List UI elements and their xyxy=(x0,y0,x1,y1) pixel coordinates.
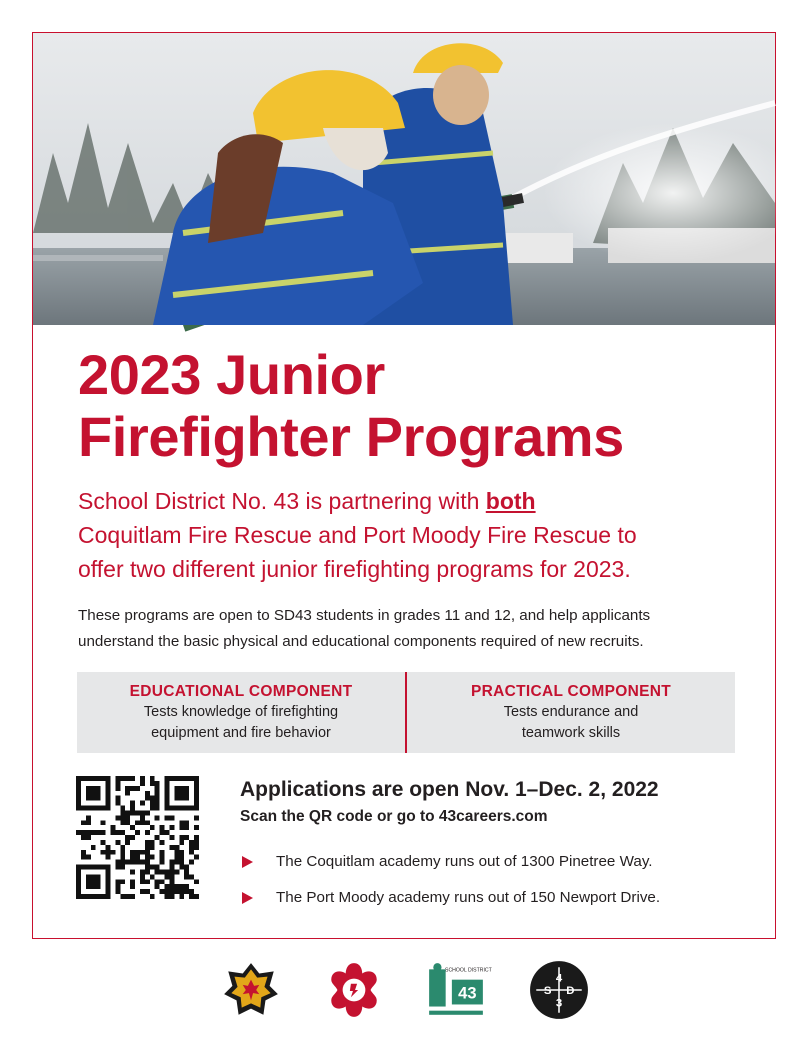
page-title xyxy=(78,344,758,468)
intro-paragraph xyxy=(78,484,768,586)
fire-department-crest-icon xyxy=(220,959,282,1021)
list-item-text: The Port Moody academy runs out of 150 Newport Drive. xyxy=(276,889,661,906)
component-desc-line-1: Tests knowledge of firefighting xyxy=(143,704,339,720)
academy-list xyxy=(240,844,760,916)
component-desc-line-2: equipment and fire behavior xyxy=(151,725,331,741)
bullet-triangle-icon xyxy=(242,892,253,904)
body-line-1: These programs are open to SD43 students in grades 11 and 12, and help applicants xyxy=(78,607,651,624)
sd43-circle-badge-icon xyxy=(528,959,590,1021)
sd43-number: 43 xyxy=(458,983,477,1003)
applications-subheading: Scan the QR code or go to 43careers.com xyxy=(240,808,548,825)
components-panel xyxy=(77,672,735,753)
hero-photo xyxy=(33,33,775,325)
practical-component xyxy=(405,672,735,753)
component-heading: PRACTICAL COMPONENT xyxy=(470,683,672,700)
educational-component xyxy=(77,672,405,753)
eligibility-paragraph xyxy=(78,603,768,655)
partner-logos xyxy=(220,955,590,1025)
list-item-text: The Coquitlam academy runs out of 1300 Pinetree Way. xyxy=(276,853,653,870)
title-line-1: 2023 Junior xyxy=(78,343,385,406)
badge-letter-top: 4 xyxy=(555,972,563,985)
sd43-top-text: SCHOOL DISTRICT xyxy=(445,967,493,974)
body-line-2: understand the basic physical and educational components required of new recruits. xyxy=(78,633,644,650)
component-desc-line-1: Tests endurance and xyxy=(503,704,639,720)
intro-line-1 xyxy=(78,484,768,518)
component-heading: EDUCATIONAL COMPONENT xyxy=(129,683,353,700)
badge-letter-bottom: 3 xyxy=(555,997,563,1010)
badge-letter-right: D xyxy=(566,985,575,998)
title-line-2: Firefighter Programs xyxy=(78,405,624,468)
applications-heading: Applications are open Nov. 1–Dec. 2, 2022 xyxy=(240,778,659,801)
bullet-triangle-icon xyxy=(242,856,253,868)
qr-code-icon[interactable] xyxy=(76,776,199,899)
list-item xyxy=(240,880,760,916)
badge-letter-left: S xyxy=(543,985,552,998)
intro-line-2: Coquitlam Fire Rescue and Port Moody Fire Rescue to xyxy=(78,522,637,548)
intro-emphasis: both xyxy=(485,488,536,514)
component-desc-line-2: teamwork skills xyxy=(521,725,621,741)
applications-section xyxy=(240,776,760,916)
maltese-cross-icon xyxy=(323,959,385,1021)
intro-line-1-text: School District No. 43 is partnering with xyxy=(78,488,486,514)
sd43-logo-icon xyxy=(425,959,493,1021)
list-item xyxy=(240,844,760,880)
intro-line-3: offer two different junior firefighting programs for 2023. xyxy=(78,556,631,582)
